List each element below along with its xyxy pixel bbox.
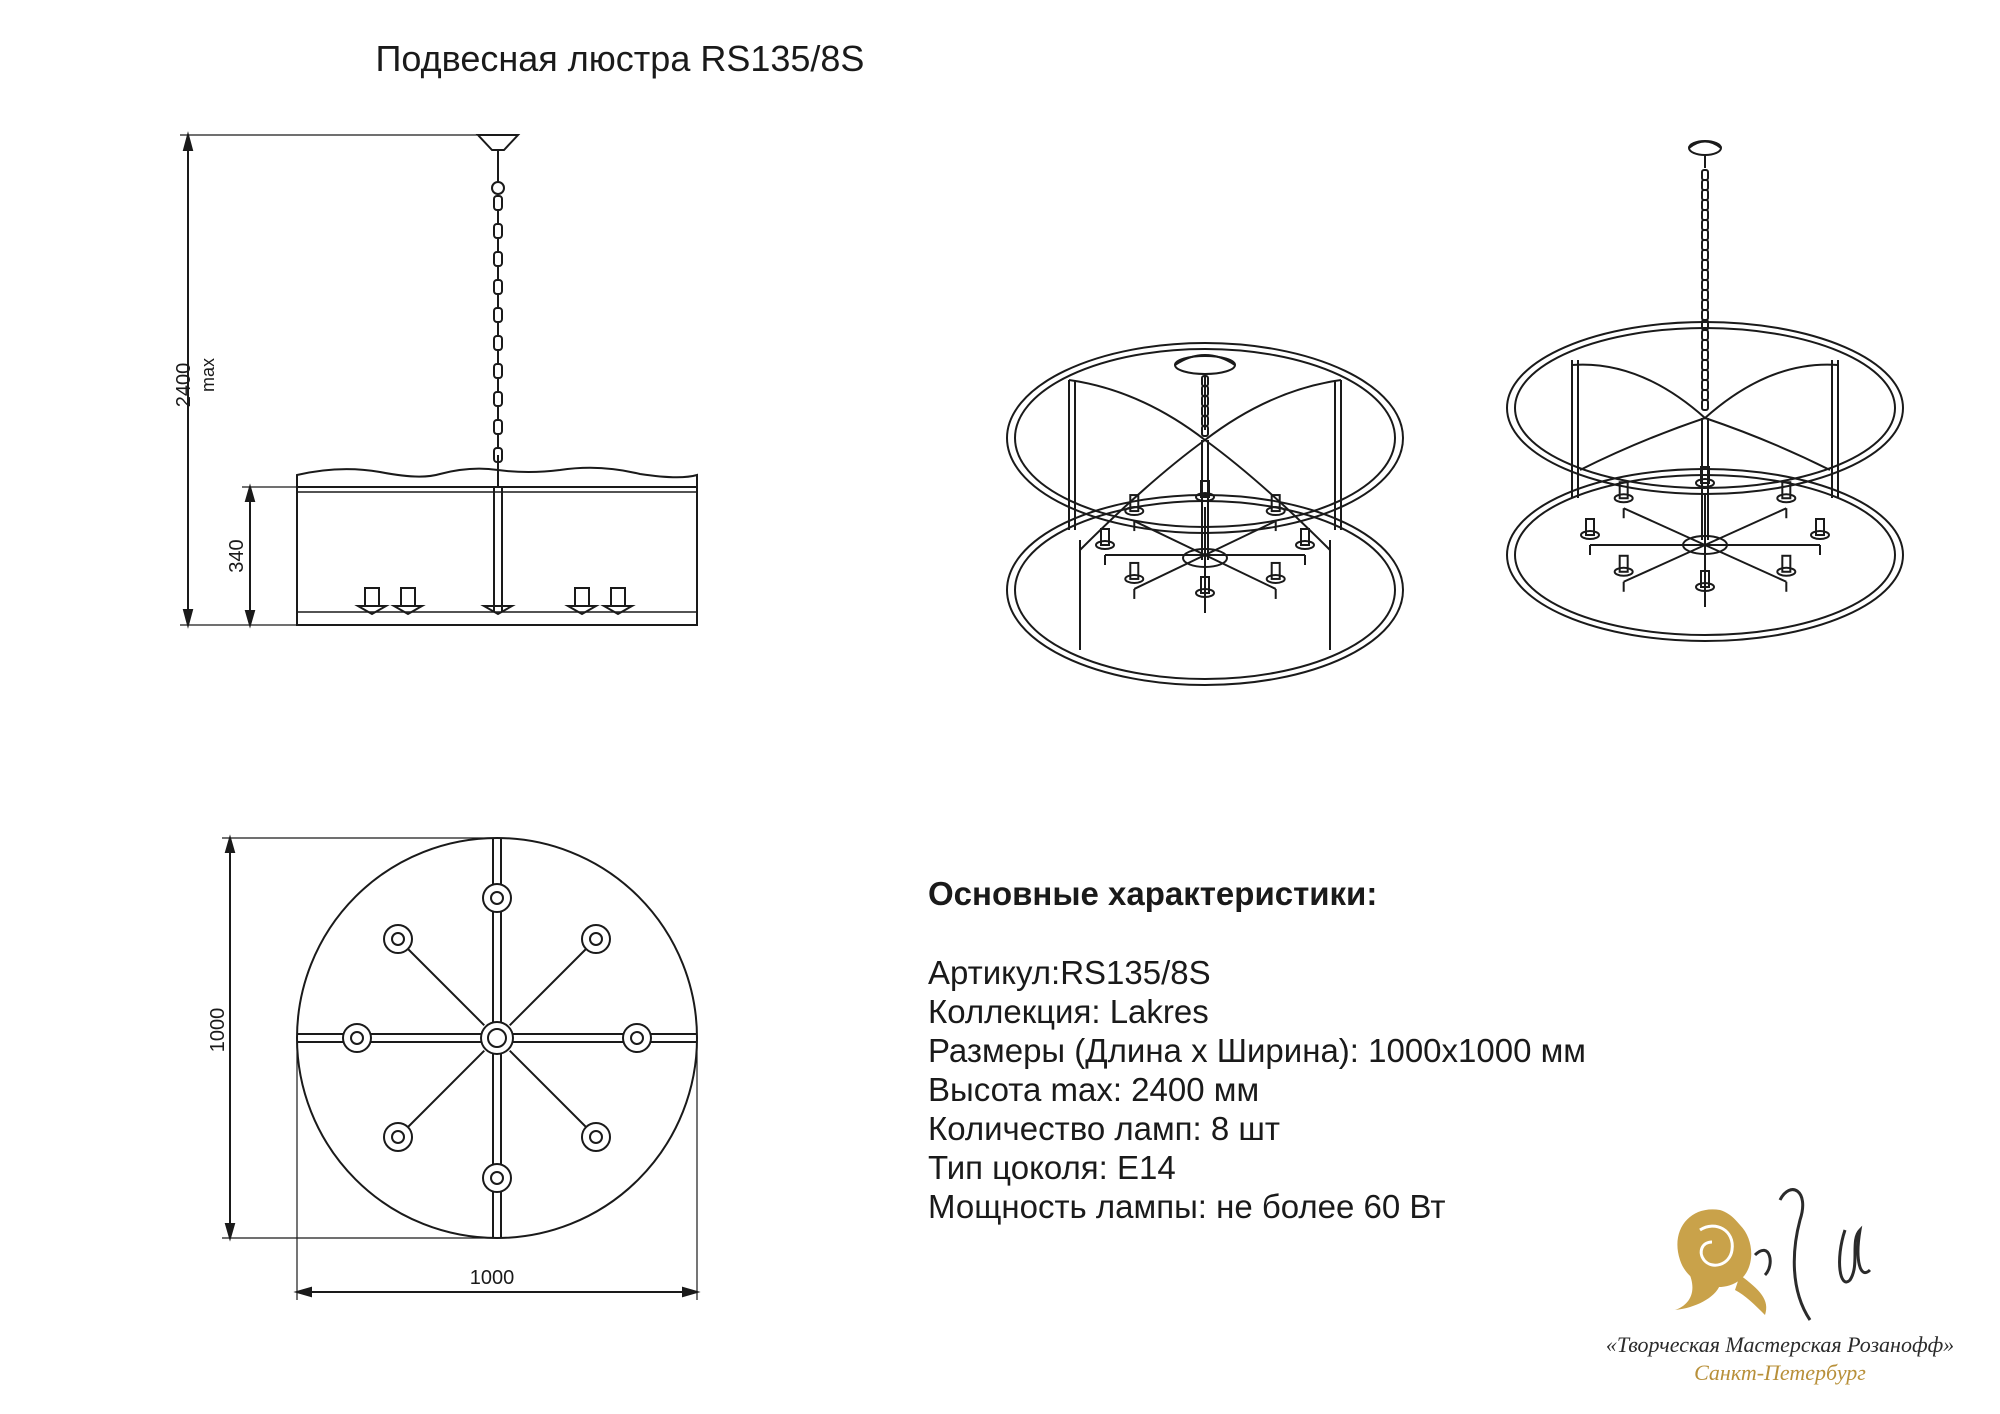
chain-link xyxy=(1702,310,1708,320)
lamp-cup xyxy=(604,606,632,614)
chain-3d xyxy=(1202,376,1208,436)
top-ring xyxy=(1007,343,1403,533)
chain-link xyxy=(1702,230,1708,240)
ceiling-canopy-3d-2 xyxy=(1689,141,1721,155)
chain-link xyxy=(494,196,502,210)
brand-city: Санкт-Петербург xyxy=(1694,1360,1866,1385)
chain-link xyxy=(1702,370,1708,380)
chain-link xyxy=(1702,330,1708,340)
lamp-cup xyxy=(358,606,386,614)
dimension-label-body: 340 xyxy=(226,539,248,573)
plan-lamp xyxy=(582,1123,610,1151)
specs-heading: Основные характеристики: xyxy=(928,875,1378,912)
lamp-holder xyxy=(401,588,415,606)
chain-link xyxy=(494,392,502,406)
lamp-arm xyxy=(1205,555,1276,589)
spec-article: Артикул:RS135/8S xyxy=(928,954,1211,991)
dimension-label-width: 1000 xyxy=(469,1267,515,1289)
chain-link xyxy=(494,336,502,350)
lamp-holder xyxy=(575,588,589,606)
lamp-holder xyxy=(365,588,379,606)
plan-arm xyxy=(398,1051,484,1137)
plan-lamp xyxy=(623,1024,651,1052)
lamp-arms-3d xyxy=(1096,481,1314,613)
lamp-arms-3d-2 xyxy=(1581,467,1829,607)
chain-link xyxy=(1702,260,1708,270)
lamp-candle xyxy=(1782,556,1790,572)
lamp-arm xyxy=(1134,555,1205,589)
rose-icon xyxy=(1675,1209,1766,1315)
lamp-holder xyxy=(611,588,625,606)
lamp-candle xyxy=(1272,563,1280,579)
lamp-candle xyxy=(1301,529,1309,545)
plan-lamp xyxy=(343,1024,371,1052)
chain-link xyxy=(1702,240,1708,250)
chain-link xyxy=(1702,290,1708,300)
chain-link xyxy=(494,252,502,266)
plan-arm xyxy=(510,1051,596,1137)
lamp-cup xyxy=(568,606,596,614)
chain-link xyxy=(1702,250,1708,260)
spec-height: Высота max: 2400 мм xyxy=(928,1071,1260,1108)
chain xyxy=(494,196,502,462)
plan-arm xyxy=(510,939,596,1025)
specs-block xyxy=(928,874,1586,1226)
chain-link xyxy=(1702,300,1708,310)
chain-link xyxy=(1702,350,1708,360)
lamp-arm xyxy=(1705,508,1786,545)
chain-link xyxy=(1702,170,1708,180)
lamp-candle xyxy=(1586,519,1594,535)
plan-center-hub xyxy=(481,1022,513,1054)
chain-link xyxy=(1702,390,1708,400)
perspective-view-left xyxy=(1007,343,1403,685)
chain-link xyxy=(494,364,502,378)
lamp-candle xyxy=(1620,482,1628,498)
front-elevation-view xyxy=(173,135,697,625)
signature-mark xyxy=(1755,1190,1870,1320)
lamp-candle xyxy=(1816,519,1824,535)
spec-dimensions: Размеры (Длина х Ширина): 1000х1000 мм xyxy=(928,1032,1586,1069)
lamp-candle xyxy=(1101,529,1109,545)
perspective-view-right xyxy=(1507,141,1903,641)
page-title: Подвесная люстра RS135/8S xyxy=(375,38,865,79)
lamp-arm xyxy=(1624,508,1705,545)
ceiling-canopy-3d xyxy=(1175,356,1235,374)
brand-logo xyxy=(1660,1180,1920,1330)
lamp-arm xyxy=(1624,545,1705,582)
chain-link xyxy=(1702,400,1708,410)
chain-link xyxy=(494,280,502,294)
dimension-label-depth: 1000 xyxy=(207,1007,229,1053)
spec-collection: Коллекция: Lakres xyxy=(928,993,1209,1030)
dimension-label-max: max xyxy=(198,357,218,393)
chain-link xyxy=(1702,210,1708,220)
chain-link xyxy=(494,308,502,322)
plan-view xyxy=(207,838,697,1300)
plan-lamp xyxy=(483,884,511,912)
chain-link xyxy=(1702,220,1708,230)
center-finial xyxy=(484,606,512,614)
chain-link xyxy=(1702,190,1708,200)
chain-link xyxy=(1702,180,1708,190)
plan-arm xyxy=(398,939,484,1025)
chandelier-body-front xyxy=(297,468,697,625)
chain-link xyxy=(494,224,502,238)
chain-link xyxy=(494,420,502,434)
brand-name: «Творческая Мастерская Розанофф» xyxy=(1605,1332,1955,1357)
lamp-candle xyxy=(1782,482,1790,498)
chain-link xyxy=(1702,380,1708,390)
plan-lamp xyxy=(582,925,610,953)
spec-lamp-count: Количество ламп: 8 шт xyxy=(928,1110,1280,1147)
chain-link xyxy=(1702,200,1708,210)
dimension-label-height: 2400 xyxy=(173,362,195,408)
spec-socket: Тип цоколя: E14 xyxy=(928,1149,1176,1186)
ceiling-canopy xyxy=(478,135,518,194)
lamp-arm xyxy=(1705,545,1786,582)
lamp-cup xyxy=(394,606,422,614)
chain-link xyxy=(1702,270,1708,280)
lamp-candle xyxy=(1620,556,1628,572)
plan-lamp xyxy=(483,1164,511,1192)
chain-link xyxy=(1702,360,1708,370)
chain-link xyxy=(1702,280,1708,290)
lamp-candle xyxy=(1130,563,1138,579)
chain-3d-2 xyxy=(1702,170,1708,410)
plan-lamp xyxy=(384,1123,412,1151)
chain-link xyxy=(1702,340,1708,350)
plan-lamp xyxy=(384,925,412,953)
spec-power: Мощность лампы: не более 60 Вт xyxy=(928,1188,1446,1225)
